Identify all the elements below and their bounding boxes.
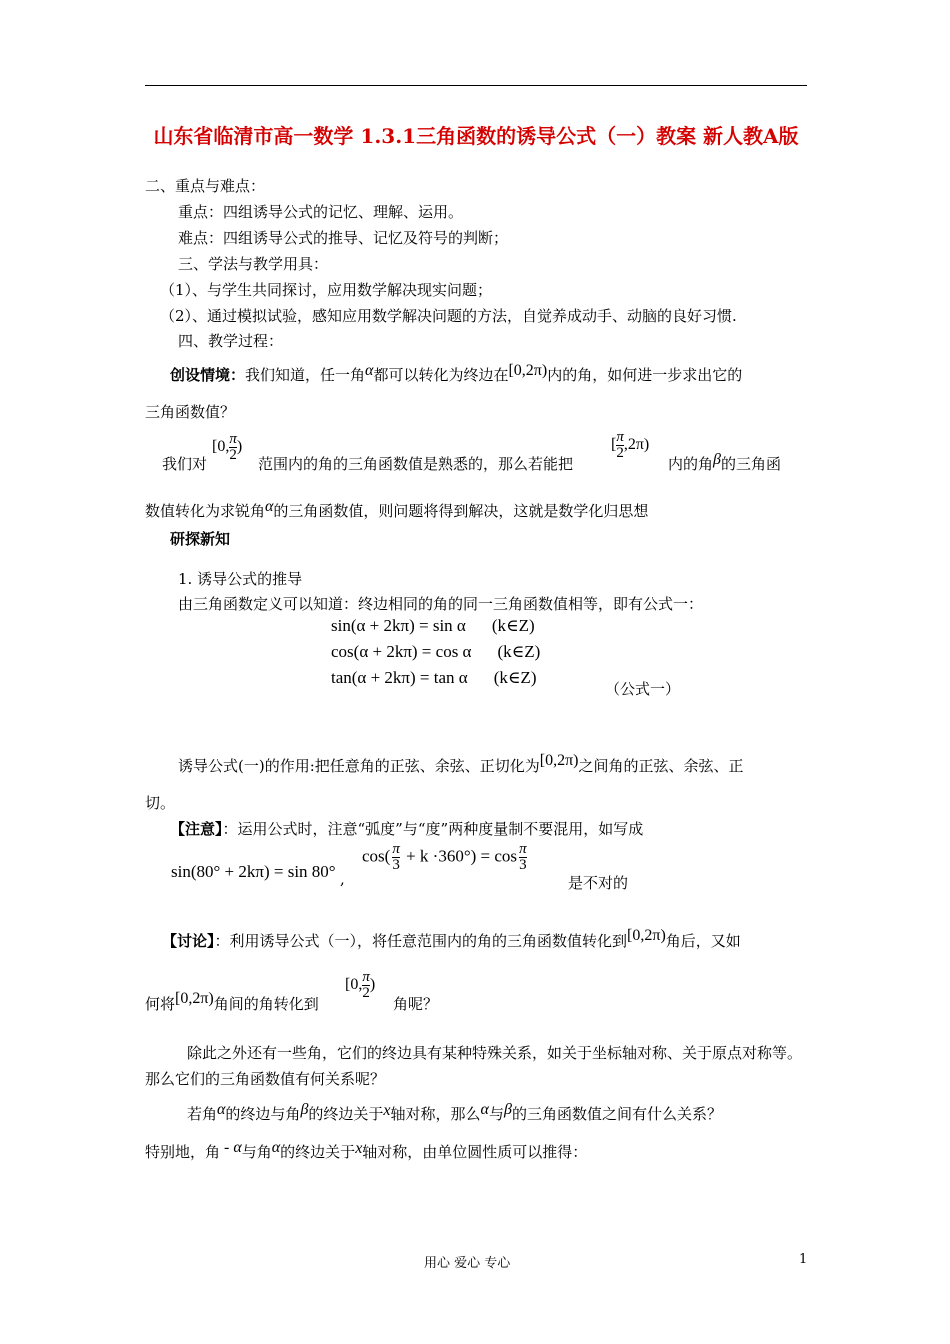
frac-interval-pi2-2pi	[611, 430, 649, 461]
symmetry-text: 的终边与角	[225, 1105, 301, 1123]
usage-line-2: 切。	[145, 794, 176, 812]
scenario-line-3c	[668, 453, 781, 474]
discussion-text: 何将	[145, 995, 176, 1013]
alpha-symbol: α	[480, 1101, 489, 1118]
frac-num: π	[519, 841, 527, 857]
formula-sin	[331, 616, 535, 636]
frac-num: π	[392, 841, 400, 857]
key-point: 重点：四组诱导公式的记忆、理解、运用。	[178, 203, 464, 221]
symmetry-line-2	[145, 1141, 587, 1162]
formula-condition: (k∈Z)	[493, 668, 537, 687]
symmetry-text: 与	[488, 1105, 504, 1123]
frac-num: π	[362, 969, 370, 985]
frac-den: 2	[362, 985, 370, 1001]
scenario-text: 的三角函数值，则问题将得到解决，这就是数学化归思想	[273, 502, 649, 520]
frac-den: 3	[392, 857, 400, 873]
formula-cos	[331, 642, 540, 662]
scenario-text: 内的角	[668, 455, 714, 473]
scenario-line-1	[170, 364, 742, 385]
difficulty: 难点：四组诱导公式的推导、记忆及符号的判断；	[178, 229, 509, 247]
subsection-1: 1. 诱导公式的推导	[178, 570, 303, 588]
frac-close: ,2π)	[623, 436, 650, 454]
formula-text: sin(α + 2kπ) = sin α	[331, 616, 466, 635]
frac-den: 2	[616, 445, 624, 461]
frac-open: [0,	[212, 438, 230, 456]
symmetry-text: 与角	[241, 1143, 272, 1161]
symmetry-text: 的终边关于	[308, 1105, 384, 1123]
note-comma: ,	[340, 870, 345, 888]
frac-den: 3	[519, 857, 527, 873]
frac-interval-0-pi2	[345, 970, 375, 1001]
interval-0-2pi: [0,2π)	[508, 362, 548, 379]
paragraph-symmetry-intro: 除此之外还有一些角，它们的终边具有某种特殊关系，如关于坐标轴对称、关于原点对称等。那么它们的三角函数值有何关系呢？	[145, 1044, 803, 1088]
alpha-symbol: α	[271, 1139, 281, 1156]
symmetry-text: 轴对称，由单位圆性质可以推得：	[362, 1143, 588, 1161]
note-expr-text: cos(	[362, 846, 391, 866]
symmetry-text: 若角	[187, 1105, 218, 1123]
frac-den: 2	[229, 447, 237, 463]
note-expr-1	[171, 862, 336, 882]
scenario-text: 的三角函	[720, 455, 781, 473]
item-1: （1）、与学生共同探讨，应用数学解决现实问题；	[160, 281, 493, 299]
note-line	[170, 818, 643, 839]
formula-condition: (k∈Z)	[491, 616, 535, 635]
symmetry-line-1	[187, 1103, 722, 1124]
usage-text: 诱导公式(一)的作用:把任意角的正弦、余弦、正切化为	[178, 757, 540, 775]
footer-slogan: 用心 爱心 专心	[424, 1256, 511, 1271]
frac-num: π	[229, 431, 237, 447]
interval-0-2pi: [0,2π)	[539, 752, 579, 769]
symmetry-text: 轴对称，那么	[390, 1105, 481, 1123]
alpha-symbol: α	[265, 498, 274, 515]
frac-open: [0,	[345, 976, 363, 994]
x-symbol: x	[355, 1140, 363, 1157]
item-2: （2）、通过模拟试验，感知应用数学解决问题的方法，自觉养成动手、动脑的良好习惯.	[160, 307, 737, 325]
frac-close: )	[369, 976, 376, 994]
alpha-symbol: α	[365, 362, 374, 379]
alpha-symbol: α	[233, 1139, 242, 1156]
beta-symbol: β	[713, 451, 721, 468]
scenario-line-2: 三角函数值？	[145, 403, 236, 421]
discussion-label: 【讨论】	[162, 932, 215, 950]
beta-symbol: β	[503, 1101, 512, 1118]
minus-symbol: -	[224, 1139, 230, 1156]
formula-condition: (k∈Z)	[497, 642, 541, 661]
formula-text: cos(α + 2kπ) = cos α	[331, 642, 472, 661]
scenario-text: 都可以转化为终边在	[373, 366, 509, 384]
interval-0-2pi: [0,2π)	[627, 927, 666, 944]
discussion-line-2c: 角呢？	[393, 995, 439, 1013]
frac-interval-0-pi2	[212, 432, 242, 463]
interval-0-2pi: [0,2π)	[175, 990, 214, 1007]
x-symbol: x	[383, 1102, 391, 1119]
formula-tan	[331, 668, 536, 688]
note-expr-text: + k ·360°) = cos	[401, 846, 518, 866]
symmetry-text: 的三角函数值之间有什么关系？	[511, 1105, 722, 1123]
frac-close: )	[236, 438, 243, 456]
discussion-line-1	[162, 927, 741, 951]
document-title: 山东省临清市高一数学 1.3.1三角函数的诱导公式（一）教案 新人教A版	[153, 124, 799, 148]
discussion-text: 角后，又如	[665, 932, 741, 950]
scenario-text: 数值转化为求锐角	[145, 502, 266, 520]
formula-label: （公式一）	[605, 680, 681, 698]
scenario-label: 创设情境：	[170, 366, 246, 384]
scenario-text: 我们知道，任一角	[245, 366, 366, 384]
note-text: ：运用公式时，注意“弧度”与“度”两种度量制不要混用，如写成	[222, 820, 644, 838]
usage-line-1	[178, 752, 744, 776]
section-3-heading: 三、学法与教学用具：	[178, 255, 329, 273]
formula-intro: 由三角函数定义可以知道：终边相同的角的同一三角函数值相等，即有公式一：	[178, 595, 704, 613]
symmetry-text: 特别地，角	[145, 1143, 221, 1161]
scenario-line-4	[145, 500, 648, 521]
discussion-text: ：利用诱导公式（一），将任意范围内的角的三角函数值转化到	[214, 932, 628, 950]
discussion-text: 角间的角转化到	[213, 995, 319, 1013]
section-4-heading: 四、教学过程：	[178, 332, 284, 350]
new-knowledge-heading: 研探新知	[170, 530, 231, 548]
scenario-text: 内的角，如何进一步求出它的	[547, 366, 743, 384]
formula-text: tan(α + 2kπ) = tan α	[331, 668, 468, 687]
scenario-line-3b: 范围内的角的三角函数值是熟悉的，那么若能把	[258, 455, 574, 473]
symmetry-text: 的终边关于	[280, 1143, 356, 1161]
note-label: 【注意】	[170, 820, 223, 838]
alpha-symbol: α	[217, 1101, 226, 1118]
usage-text: 之间角的正弦、余弦、正	[578, 757, 744, 775]
note-suffix: 是不对的	[568, 874, 629, 892]
scenario-line-3a: 我们对	[162, 455, 208, 473]
beta-symbol: β	[300, 1101, 309, 1118]
page-number: 1	[799, 1252, 808, 1267]
header-rule	[145, 85, 807, 86]
frac-num: π	[616, 429, 624, 445]
note-expr-text: sin(80° + 2kπ) = sin 80°	[171, 862, 336, 881]
discussion-line-2a	[145, 990, 319, 1014]
section-2-heading: 二、重点与难点：	[145, 177, 266, 195]
note-expr-2	[362, 842, 527, 873]
frac-open: [	[611, 436, 617, 454]
